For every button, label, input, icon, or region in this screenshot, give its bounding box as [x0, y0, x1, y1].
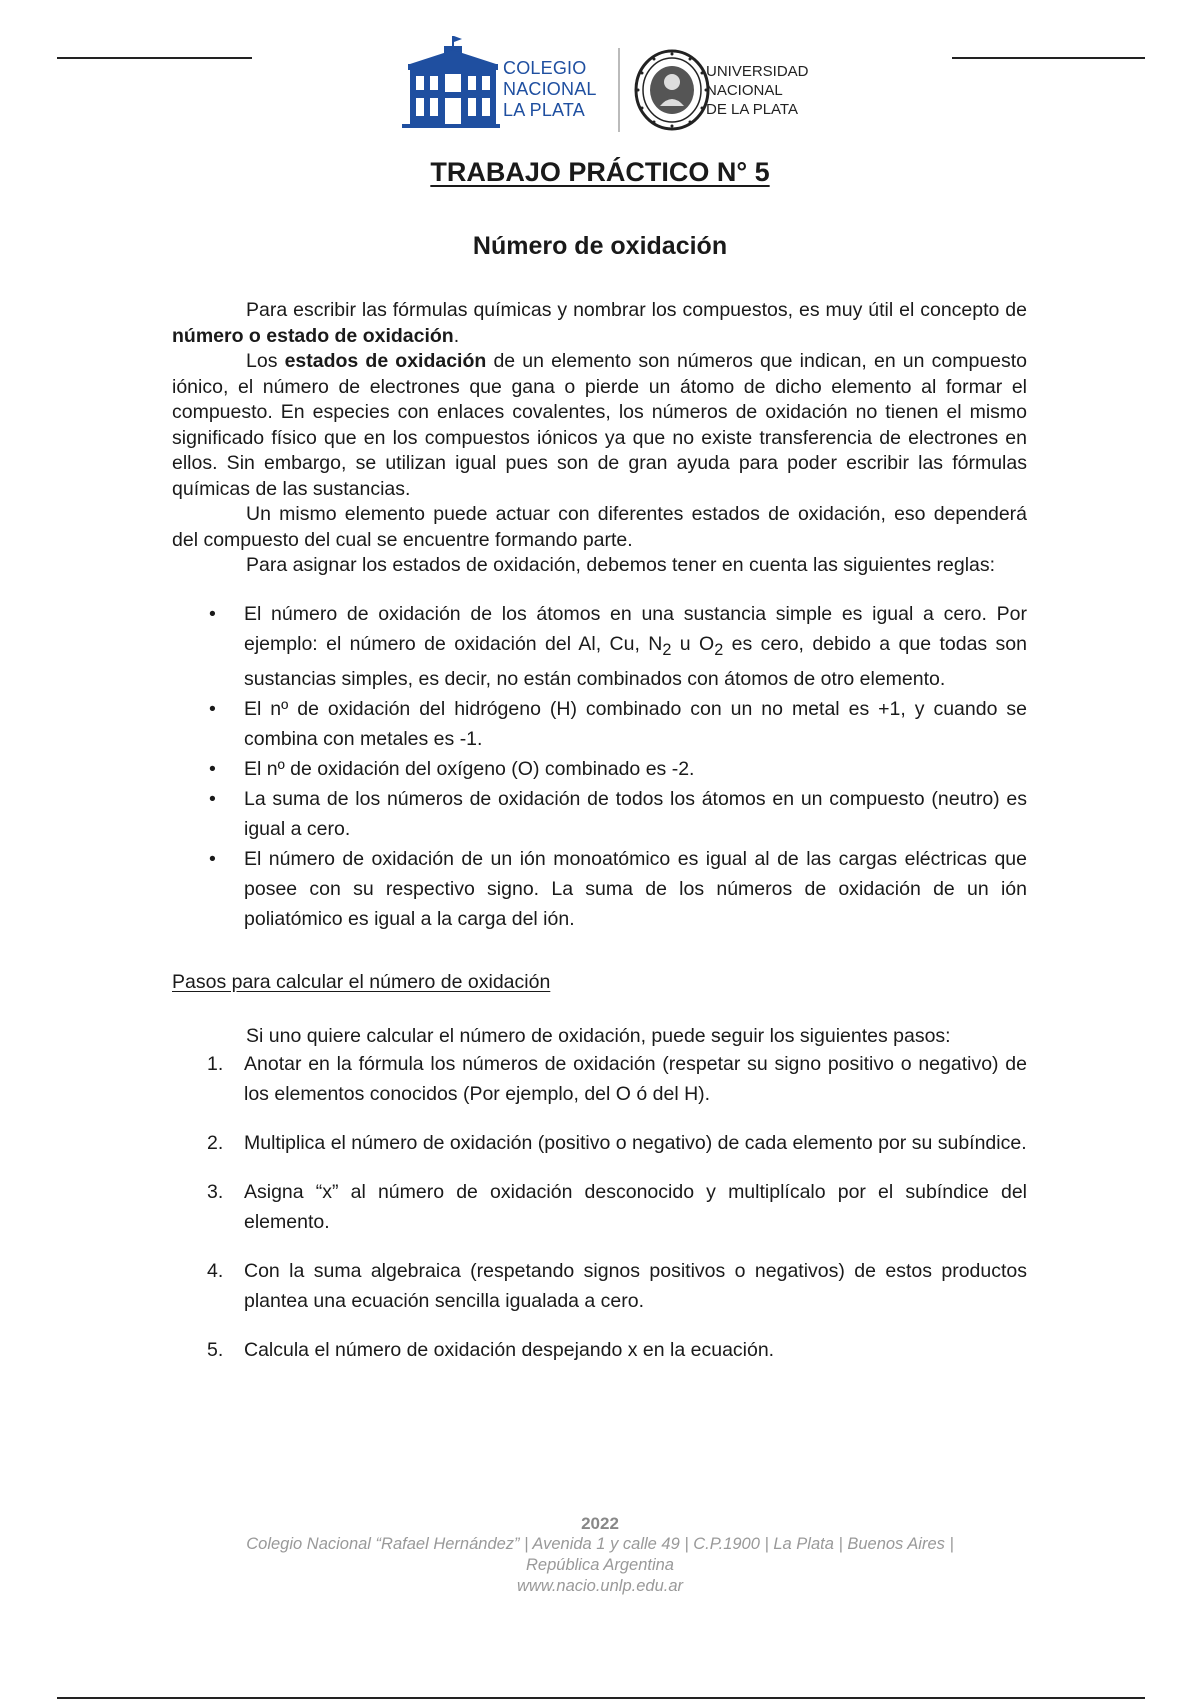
footer-website: www.nacio.unlp.edu.ar — [516, 1577, 683, 1595]
colegio-building-logo — [400, 34, 500, 134]
unlp-seal-icon — [632, 48, 712, 132]
header-logos — [400, 34, 820, 138]
bullet-icon: • — [209, 602, 216, 625]
bullet-icon: • — [209, 848, 216, 871]
step-number: 3. — [207, 1181, 224, 1204]
list-item: • El nº de oxidación del oxígeno (O) combinado es -2. — [244, 754, 1027, 784]
document-body — [172, 298, 1027, 1384]
steps-list — [172, 1049, 1027, 1365]
colegio-name: COLEGIO NACIONAL LA PLATA — [503, 58, 597, 120]
step-number: 1. — [207, 1053, 224, 1076]
bullet-icon: • — [209, 758, 216, 781]
list-item: 5. Calcula el número de oxidación despejando x en la ecuación. — [244, 1335, 1027, 1365]
rules-list — [172, 599, 1027, 935]
list-item: 1. Anotar en la fórmula los números de oxidación (respetar su signo positivo o negativo) de los elementos conocidos (Por ejemplo, del O ó del H). — [244, 1049, 1027, 1109]
footer-address: Colegio Nacional “Rafael Hernández” | Avenida 1 y calle 49 | C.P.1900 | La Plata | Buenos Aires | — [246, 1535, 954, 1553]
bullet-icon: • — [209, 698, 216, 721]
header-rule-left — [57, 57, 252, 59]
footer-country: República Argentina — [526, 1556, 674, 1574]
list-item: 3. Asigna “x” al número de oxidación desconocido y multiplícalo por el subíndice del elemento. — [244, 1177, 1027, 1237]
page-title: TRABAJO PRÁCTICO N° 5 — [430, 157, 770, 187]
page-subtitle: Número de oxidación — [472, 232, 728, 260]
logo-divider — [618, 48, 620, 132]
bullet-icon: • — [209, 788, 216, 811]
list-item: • El número de oxidación de un ión monoatómico es igual al de las cargas eléctricas que posee con su respectivo signo. La suma de los números de oxidación de un ión poliatómico es igual a la carga del ión. — [244, 844, 1027, 934]
intro-paragraph-2: Los estados de oxidación de un elemento son números que indican, en un compuesto iónico, el número de electrones que gana o pierde un átomo de dicho elemento al formar el compuesto. En especies con enlaces covalentes, los números de oxidación no tienen el mismo significado físico que en los compuestos iónicos ya que no existe transferencia de electrones en ellos. Sin embargo, se utilizan igual pues son de gran ayuda para poder escribir las fórmulas químicas de las sustancias. — [172, 350, 1027, 500]
step-number: 4. — [207, 1260, 224, 1283]
list-item: 2. Multiplica el número de oxidación (positivo o negativo) de cada elemento por su subíndice. — [244, 1128, 1027, 1158]
list-item: • El nº de oxidación del hidrógeno (H) combinado con un no metal es +1, y cuando se combina con metales es -1. — [244, 694, 1027, 754]
footer-rule — [57, 1697, 1145, 1699]
page-footer — [0, 1514, 1200, 1597]
header-rule-right — [952, 57, 1145, 59]
intro-paragraph-3: Un mismo elemento puede actuar con diferentes estados de oxidación, eso dependerá del compuesto del cual se encuentre formando parte. — [172, 503, 1027, 551]
intro-paragraph-4: Para asignar los estados de oxidación, debemos tener en cuenta las siguientes reglas: — [246, 554, 996, 576]
unlp-name: UNIVERSIDAD NACIONAL DE LA PLATA — [706, 63, 809, 118]
step-number: 5. — [207, 1339, 224, 1362]
intro-paragraph-1: Para escribir las fórmulas químicas y nombrar los compuestos, es muy útil el concepto de número o estado de oxidación. — [172, 299, 1027, 347]
section-heading: Pasos para calcular el número de oxidación — [172, 971, 551, 994]
list-item: • La suma de los números de oxidación de todos los átomos en un compuesto (neutro) es igual a cero. — [244, 784, 1027, 844]
footer-year: 2022 — [581, 1514, 619, 1533]
pasos-intro: Si uno quiere calcular el número de oxidación, puede seguir los siguientes pasos: — [246, 1024, 951, 1047]
list-item: • El número de oxidación de los átomos en una sustancia simple es igual a cero. Por ejemplo: el número de oxidación del Al, Cu, $N_2$ u $O_2$ es cero, debido a que todas son sustancias simples, es decir, no están combinados con átomos de otro elemento. — [244, 599, 1027, 695]
list-item: 4. Con la suma algebraica (respetando signos positivos o negativos) de estos productos plantea una ecuación sencilla igualada a cero. — [244, 1256, 1027, 1316]
step-number: 2. — [207, 1132, 224, 1155]
